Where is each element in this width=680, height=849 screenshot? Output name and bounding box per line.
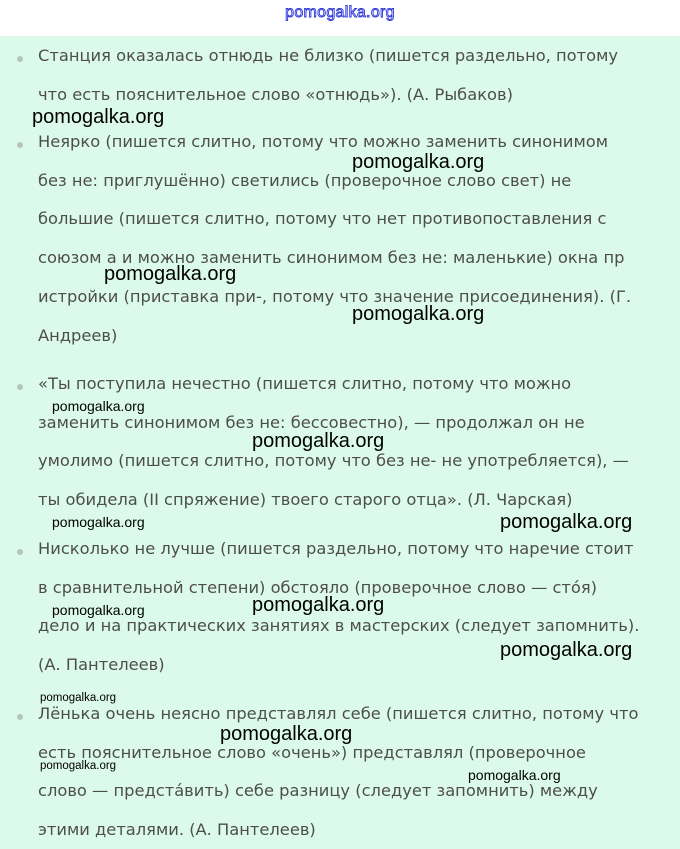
watermark: pomogalka.org bbox=[468, 767, 561, 783]
watermark: pomogalka.org bbox=[252, 594, 385, 616]
watermark: pomogalka.org bbox=[52, 514, 145, 530]
text-line: Нисколько не лучше (пишется раздельно, потому что наречие стоит bbox=[38, 539, 634, 558]
text-line: большие (пишется слитно, потому что нет противопоставления с bbox=[38, 209, 607, 228]
watermark: pomogalka.org bbox=[52, 398, 145, 414]
text-line: союзом а и можно заменить синонимом без не: маленькие) окна пр bbox=[38, 248, 625, 267]
watermark: pomogalka.org bbox=[32, 106, 165, 128]
watermark: pomogalka.org bbox=[220, 723, 353, 745]
text-content bbox=[0, 36, 680, 849]
text-line: Лёнька очень неясно представлял себе (пишется слитно, потому что bbox=[38, 704, 639, 723]
text-line: в сравнительной степени) обстояло (проверочное слово — сто́я) bbox=[38, 578, 597, 597]
site-logo: pomogalka.org bbox=[285, 4, 395, 21]
text-line: Станция оказалась отнюдь не близко (пишется раздельно, потому bbox=[38, 46, 619, 65]
text-line: истройки (приставка при-, потому что значение присоединения). (Г. bbox=[38, 287, 632, 306]
bullet-icon bbox=[17, 549, 23, 555]
watermark: pomogalka.org bbox=[40, 692, 117, 704]
text-line: заменить синонимом без не: бессовестно), — продолжал он не bbox=[38, 413, 585, 432]
watermark: pomogalka.org bbox=[40, 760, 117, 772]
bullet-icon bbox=[17, 384, 23, 390]
text-line: слово — предста́вить) себе разницу (следует запомнить) между bbox=[38, 781, 598, 800]
watermark: pomogalka.org bbox=[52, 602, 145, 618]
site-header bbox=[0, 0, 680, 36]
watermark: pomogalka.org bbox=[352, 303, 485, 325]
text-line: дело и на практических занятиях в мастерских (следует запомнить). bbox=[38, 616, 640, 635]
text-line: ты обидела (II спряжение) твоего старого отца». (Л. Чарская) bbox=[38, 490, 573, 509]
text-line: (А. Пантелеев) bbox=[38, 655, 165, 674]
watermark: pomogalka.org bbox=[352, 151, 485, 173]
bullet-icon bbox=[17, 56, 23, 62]
text-line: «Ты поступила нечестно (пишется слитно, потому что можно bbox=[38, 374, 572, 393]
text-line: есть пояснительное слово «очень») представлял (проверочное bbox=[38, 743, 586, 762]
bullet-icon bbox=[17, 142, 23, 148]
text-line: Андреев) bbox=[38, 326, 118, 345]
watermark: pomogalka.org bbox=[500, 639, 633, 661]
text-line: без не: приглушённо) светились (проверочное слово свет) не bbox=[38, 171, 572, 190]
watermark: pomogalka.org bbox=[104, 263, 237, 285]
text-line: что есть пояснительное слово «отнюдь»). (А. Рыбаков) bbox=[38, 85, 513, 104]
text-line: Неярко (пишется слитно, потому что можно заменить синонимом bbox=[38, 132, 609, 151]
watermark: pomogalka.org bbox=[500, 511, 633, 533]
text-line: умолимо (пишется слитно, потому что без не- не употребляется), — bbox=[38, 451, 629, 470]
bullet-icon bbox=[17, 714, 23, 720]
text-line: этими деталями. (А. Пантелеев) bbox=[38, 820, 316, 839]
watermark: pomogalka.org bbox=[252, 430, 385, 452]
